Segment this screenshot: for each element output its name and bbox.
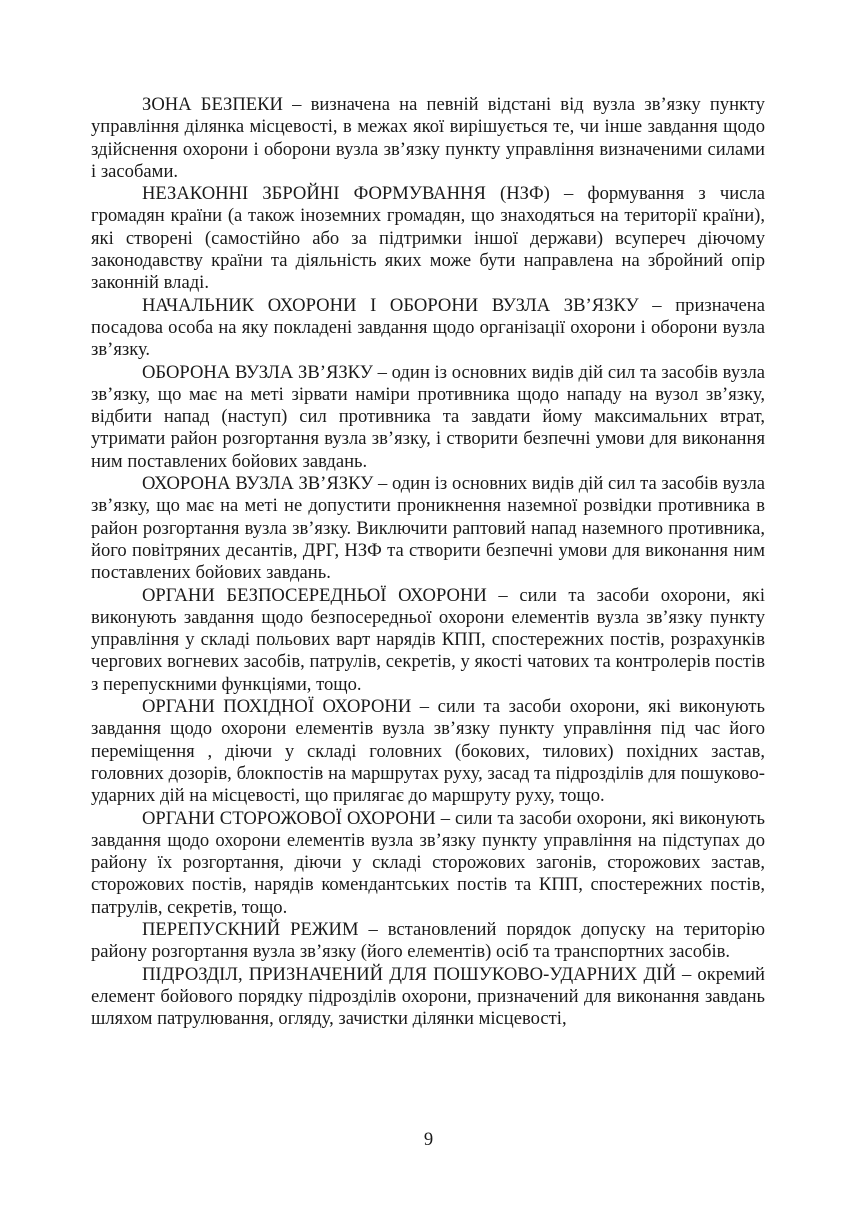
definition: – один із основних видів дій сил та засобів вузла зв’язку, що має на меті не допустити проникнення наземної розвідки противника в район розгортання вузла зв’язку. Виключити раптовий напад наземного противника, його повітряних десантів, ДРГ, НЗФ та створити безпечні умови для виконання ним поставлених бойових завдань.	[91, 473, 765, 584]
paragraph-orhany-storozhovoi	[91, 808, 765, 919]
definition: – один із основних видів дій сил та засобів вузла зв’язку, що має на меті зірвати наміри противника щодо нападу на вузол зв’язку, відбити напад (наступ) сил противника та завдати йому максимальних втрат, утримати район розгортання вузла зв’язку, і створити безпечні умови для виконання ним поставлених бойових завдань.	[91, 361, 765, 472]
term: ОРГАНИ СТОРОЖОВОЇ ОХОРОНИ	[142, 807, 436, 829]
paragraph-pidrozdil-poshukovo-udarnykh	[91, 964, 765, 1031]
definition: – формування з числа громадян країни (а також іноземних громадян, що знаходяться на території країни), які створені (самостійно або за підтримки іншої держави) всупереч діючому законодавству країни та діяльність яких може бути направлена на збройний опір законній владі.	[91, 183, 765, 294]
term: НЕЗАКОННІ ЗБРОЙНІ ФОРМУВАННЯ (НЗФ)	[142, 183, 550, 205]
paragraph-oborona-vuzla	[91, 362, 765, 473]
term: ПЕРЕПУСКНИЙ РЕЖИМ	[142, 918, 359, 940]
document-body	[91, 94, 765, 1030]
term: ОХОРОНА ВУЗЛА ЗВ’ЯЗКУ	[142, 473, 374, 495]
term: ПІДРОЗДІЛ, ПРИЗНАЧЕНИЙ ДЛЯ ПОШУКОВО-УДАРНИХ ДІЙ	[142, 963, 676, 985]
definition: – призначена посадова особа на яку покладені завдання щодо організації охорони і оборони вузла зв’язку.	[91, 294, 766, 361]
definition: – сили та засоби охорони, які виконують завдання щодо охорони елементів вузла зв’язку пункту управління під час його переміщення , діючи у складі головних (бокових, тилових) похідних застав, головних дозорів, блокпостів на маршрутах руху, засад та підрозділів для пошуково-ударних дій на місцевості, що прилягає до маршруту руху, тощо.	[91, 696, 765, 807]
definition: – визначена на певній відстані від вузла зв’язку пункту управління ділянка місцевості, в межах якої вирішується те, чи інше завдання щодо здійснення охорони і оборони вузла зв’язку пункту управління визначеними силами і засобами.	[91, 94, 765, 182]
term: ОРГАНИ БЕЗПОСЕРЕДНЬОЇ ОХОРОНИ	[142, 584, 487, 606]
paragraph-nzf	[91, 183, 765, 294]
term: ЗОНА БЕЗПЕКИ	[142, 94, 283, 115]
term: НАЧАЛЬНИК ОХОРОНИ І ОБОРОНИ ВУЗЛА ЗВ’ЯЗКУ	[142, 294, 639, 316]
paragraph-nachalnyk-okhorony	[91, 295, 765, 362]
definition: – сили та засоби охорони, які виконують завдання щодо безпосередньої охорони елементів вузла зв’язку пункту управління у складі польових варт нарядів КПП, спостережних постів, розрахунків чергових вогневих засобів, патрулів, секретів, у якості чатових та контролерів постів з перепускними функціями, тощо.	[91, 584, 765, 695]
paragraph-zona-bezpeky	[91, 94, 765, 183]
definition: – окремий елемент бойового порядку підрозділів охорони, призначений для виконання завдань шляхом патрулювання, огляду, зачистки ділянки місцевості,	[91, 963, 765, 1030]
paragraph-perepusknyi-rezhym	[91, 919, 765, 964]
paragraph-orhany-bezposerednoi	[91, 585, 765, 696]
paragraph-orhany-pokhidnoi	[91, 696, 765, 807]
term: ОБОРОНА ВУЗЛА ЗВ’ЯЗКУ	[142, 361, 373, 383]
paragraph-okhorona-vuzla	[91, 473, 765, 584]
definition: – сили та засоби охорони, які виконують завдання щодо охорони елементів вузла зв’язку пункту управління на підступах до району їх розгортання, діючи у складі сторожових загонів, сторожових застав, сторожових постів, нарядів комендантських постів та КПП, спостережних постів, патрулів, секретів, тощо.	[91, 807, 765, 918]
page-number: 9	[423, 1129, 434, 1150]
definition: – встановлений порядок допуску на територію району розгортання вузла зв’язку (його елементів) осіб та транспортних засобів.	[91, 918, 765, 963]
term: ОРГАНИ ПОХІДНОЇ ОХОРОНИ	[142, 696, 412, 718]
